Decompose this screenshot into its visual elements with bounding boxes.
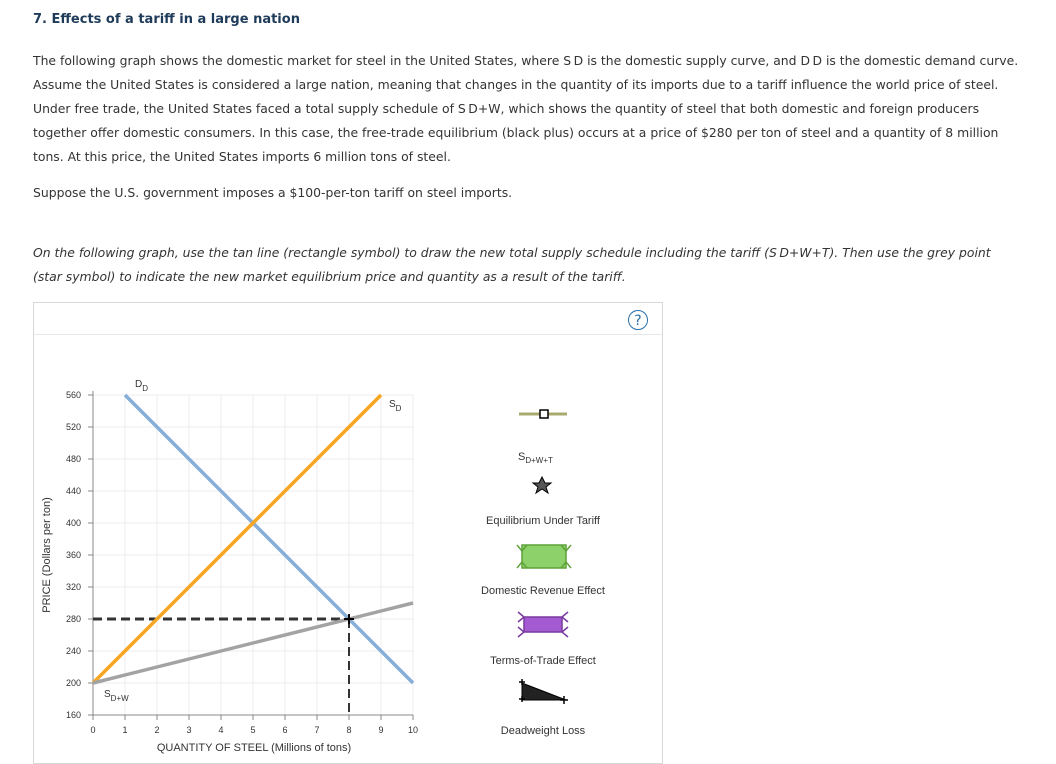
x-tick-label: 9 — [378, 725, 384, 735]
y-tick-label: 400 — [65, 518, 81, 528]
green-shape-icon — [522, 545, 566, 568]
y-tick-label: 480 — [65, 454, 81, 464]
palette — [481, 410, 605, 737]
x-tick-label: 7 — [314, 725, 320, 735]
purple-tool[interactable] — [518, 612, 568, 637]
y-tick-label: 280 — [65, 614, 81, 624]
y-tick-label: 240 — [65, 646, 81, 656]
x-tick-label: 0 — [90, 725, 96, 735]
black-triangle-icon — [522, 683, 566, 700]
green-label: Domestic Revenue Effect — [481, 585, 605, 597]
y-tick-label: 520 — [65, 422, 81, 432]
demand-label: $D_D$ — [135, 379, 149, 393]
green-tool[interactable] — [517, 545, 571, 568]
rectangle-icon — [540, 410, 548, 418]
question-title: 7. Effects of a tariff in a large nation — [33, 12, 300, 27]
y-tick-label: 440 — [65, 486, 81, 496]
tan-line-label: $S_{D+W+T}$ — [518, 451, 553, 465]
x-tick-label: 6 — [282, 725, 288, 735]
black-label: Deadweight Loss — [500, 725, 586, 737]
y-tick-label: 320 — [65, 582, 81, 592]
x-tick-label: 10 — [407, 725, 419, 735]
star-tool[interactable] — [533, 477, 551, 493]
world-supply-label: $S_{D+W}$ — [104, 689, 129, 703]
x-axis-label: QUANTITY OF STEEL (Millions of tons) — [156, 742, 352, 754]
domestic-supply-curve[interactable] — [93, 395, 381, 683]
tariff-paragraph: Suppose the U.S. government imposes a $100-per-ton tariff on steel imports. — [33, 185, 513, 200]
tan-line-tool[interactable] — [519, 410, 567, 418]
x-tick-label: 4 — [218, 725, 224, 735]
star-label: Equilibrium Under Tariff — [486, 515, 600, 527]
y-tick-label: 200 — [65, 678, 81, 688]
purple-label: Terms-of-Trade Effect — [490, 655, 596, 667]
x-tick-label: 1 — [122, 725, 128, 735]
black-tool[interactable] — [519, 679, 568, 704]
y-tick-label: 160 — [65, 710, 81, 720]
y-tick-label: 560 — [65, 390, 81, 400]
x-tick-label: 5 — [250, 725, 256, 735]
x-tick-label: 3 — [186, 725, 192, 735]
purple-shape-icon — [524, 617, 562, 632]
intro-paragraph: The following graph shows the domestic market for steel in the United States, where S D is the domestic supply curve, and D D is the domestic demand curve. Assume the United States is considered a large nation, meaning that changes in the quantity of its imports due to a tariff influence the world price of steel. Under free trade, the United States faced a total supply schedule of S D+W, which shows the quantity of steel that both domestic and foreign producers together offer domestic consumers. In this case, the free-trade equilibrium (black plus) occurs at a price of $280 per ton of steel and a quantity of 8 million tons. At this price, the United States imports 6 million tons of steel. — [33, 53, 1019, 164]
help-icon[interactable]: ? — [628, 310, 648, 330]
y-axis-label: PRICE (Dollars per ton) — [41, 497, 53, 613]
domestic-supply-label: $S_D$ — [389, 399, 402, 413]
star-icon — [533, 477, 551, 493]
grid-layer — [93, 395, 413, 715]
instruction-paragraph: On the following graph, use the tan line (rectangle symbol) to draw the new total supply schedule including the tariff (S D+W+T). Then use the grey point (star symbol) to indicate the new market equilibrium price and quantity as a result of the tariff. — [33, 245, 991, 284]
y-tick-label: 360 — [65, 550, 81, 560]
x-tick-label: 2 — [154, 725, 160, 735]
x-tick-label: 8 — [346, 725, 352, 735]
